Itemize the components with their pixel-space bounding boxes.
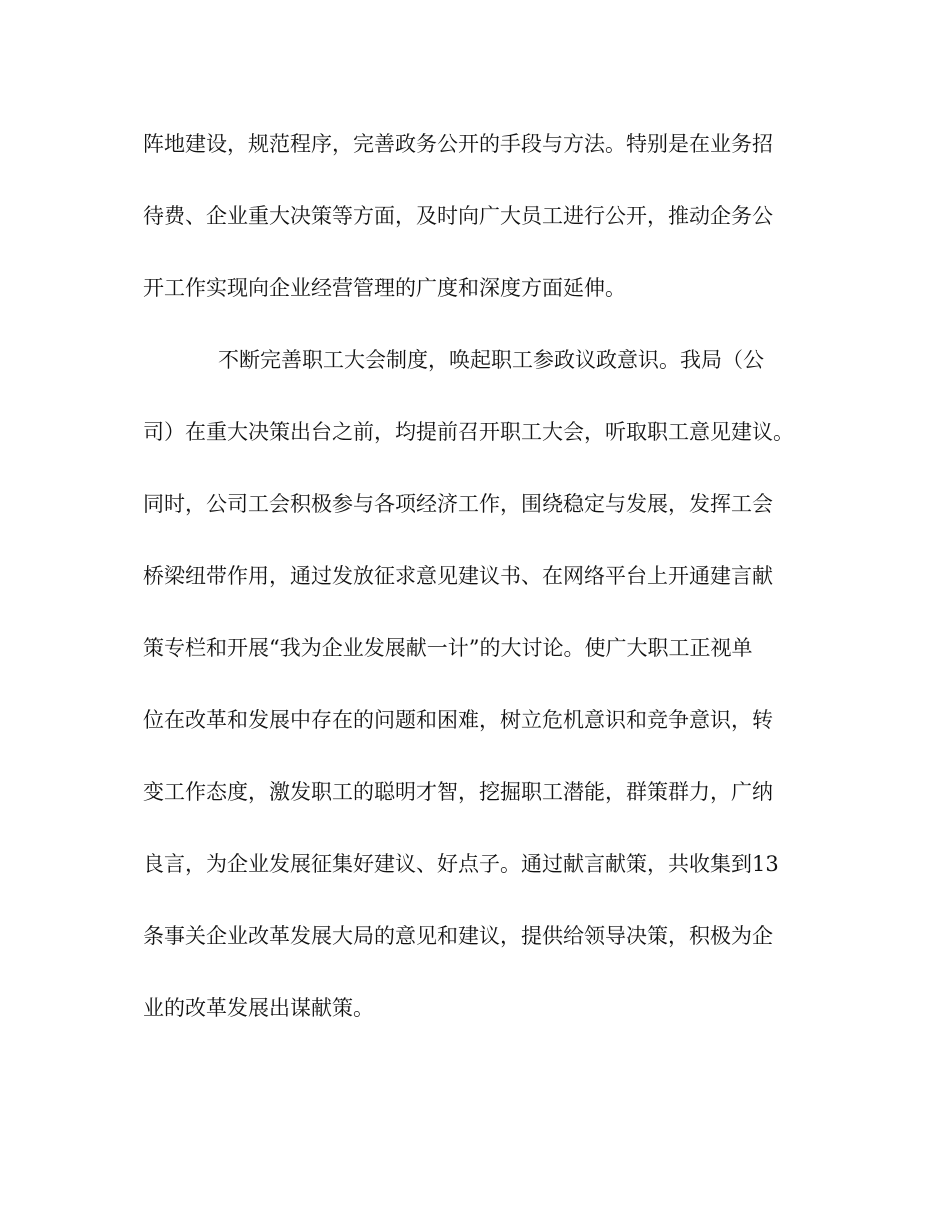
text-line: 阵地建设，规范程序，完善政务公开的手段与方法。特别是在业务招 xyxy=(143,132,773,156)
body-text xyxy=(143,124,823,1060)
text-line: 变工作态度，激发职工的聪明才智，挖掘职工潜能，群策群力，广纳 xyxy=(143,780,773,804)
text-line: 开工作实现向企业经营管理的广度和深度方面延伸。 xyxy=(143,276,626,300)
text-line: 位在改革和发展中存在的问题和困难，树立危机意识和竞争意识，转 xyxy=(143,708,773,732)
text-line: 良言，为企业发展征集好建议、好点子。通过献言献策，共收集到13 xyxy=(143,852,779,876)
text-line: 待费、企业重大决策等方面，及时向广大员工进行公开，推动企务公 xyxy=(143,204,773,228)
text-line: 同时，公司工会积极参与各项经济工作，围绕稳定与发展，发挥工会 xyxy=(143,492,773,516)
text-line: 业的改革发展出谋献策。 xyxy=(143,996,374,1020)
text-line: 条事关企业改革发展大局的意见和建议，提供给领导决策，积极为企 xyxy=(143,924,773,948)
text-line: 司）在重大决策出台之前，均提前召开职工大会，听取职工意见建议。 xyxy=(143,420,794,444)
text-line: 桥梁纽带作用，通过发放征求意见建议书、在网络平台上开通建言献 xyxy=(143,564,773,588)
text-line: 策专栏和开展“我为企业发展献一计”的大讨论。使广大职工正视单 xyxy=(143,636,753,660)
paragraph-start-line: 不断完善职工大会制度，唤起职工参政议政意识。我局（公 xyxy=(218,348,764,372)
